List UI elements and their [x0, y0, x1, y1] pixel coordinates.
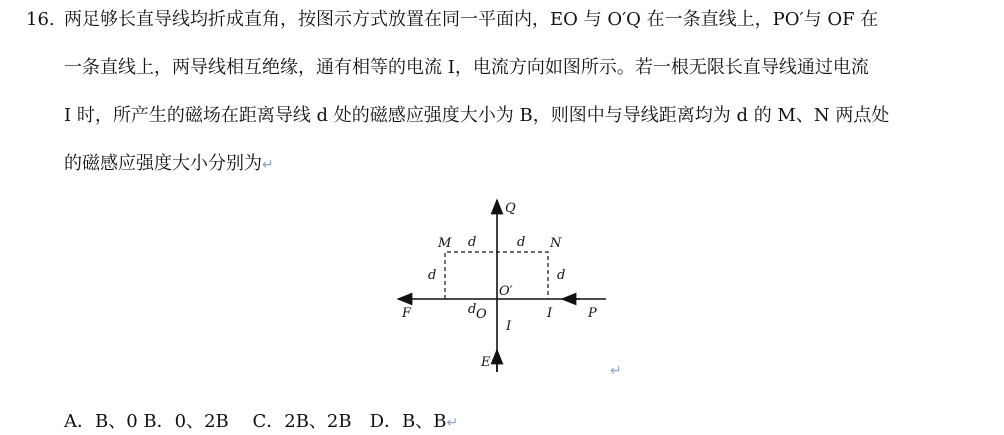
return-mark-icon: ↵: [446, 415, 459, 431]
label-d-right: d: [557, 268, 566, 283]
label-i-right: I: [547, 306, 553, 321]
return-mark-icon: ↵: [262, 157, 274, 173]
label-o: O: [476, 307, 487, 322]
question-line-2: [64, 56, 869, 80]
label-d-top-right: d: [517, 235, 526, 250]
options-text: A．B、0 B．0、2B C．2B、2B D．B、B: [64, 411, 447, 432]
question-text: 两足够长直导线均折成直角，按图示方式放置在同一平面内，EO 与 O′Q 在一条直线上，PO′与 OF 在: [64, 9, 879, 30]
wire-diagram: [380, 190, 620, 380]
label-d-left: d: [428, 268, 437, 283]
return-mark-icon: ↵: [610, 363, 622, 379]
label-d-top-left: d: [468, 235, 477, 250]
question-line-3: [64, 104, 889, 128]
label-d-bottom: d: [468, 302, 477, 317]
label-p: P: [588, 306, 597, 321]
label-f: F: [402, 306, 412, 321]
question-line-1: [64, 8, 878, 32]
answer-options: [64, 410, 458, 435]
label-i-bottom: I: [506, 319, 512, 334]
question-number: 16.: [26, 9, 55, 30]
label-o-prime: O′: [499, 284, 513, 299]
question-line-4: [64, 152, 274, 177]
label-q: Q: [505, 201, 516, 216]
label-n: N: [550, 236, 562, 251]
question-text: 的磁感应强度大小分别为: [64, 153, 262, 174]
label-e: E: [481, 355, 491, 370]
label-m: M: [438, 236, 452, 251]
question-text: I 时，所产生的磁场在距离导线 d 处的磁感应强度大小为 B，则图中与导线距离均为 d 的 M、N 两点处: [64, 105, 890, 126]
question-text: 一条直线上，两导线相互绝缘，通有相等的电流 I，电流方向如图所示。若一根无限长直导线通过电流: [64, 57, 869, 78]
